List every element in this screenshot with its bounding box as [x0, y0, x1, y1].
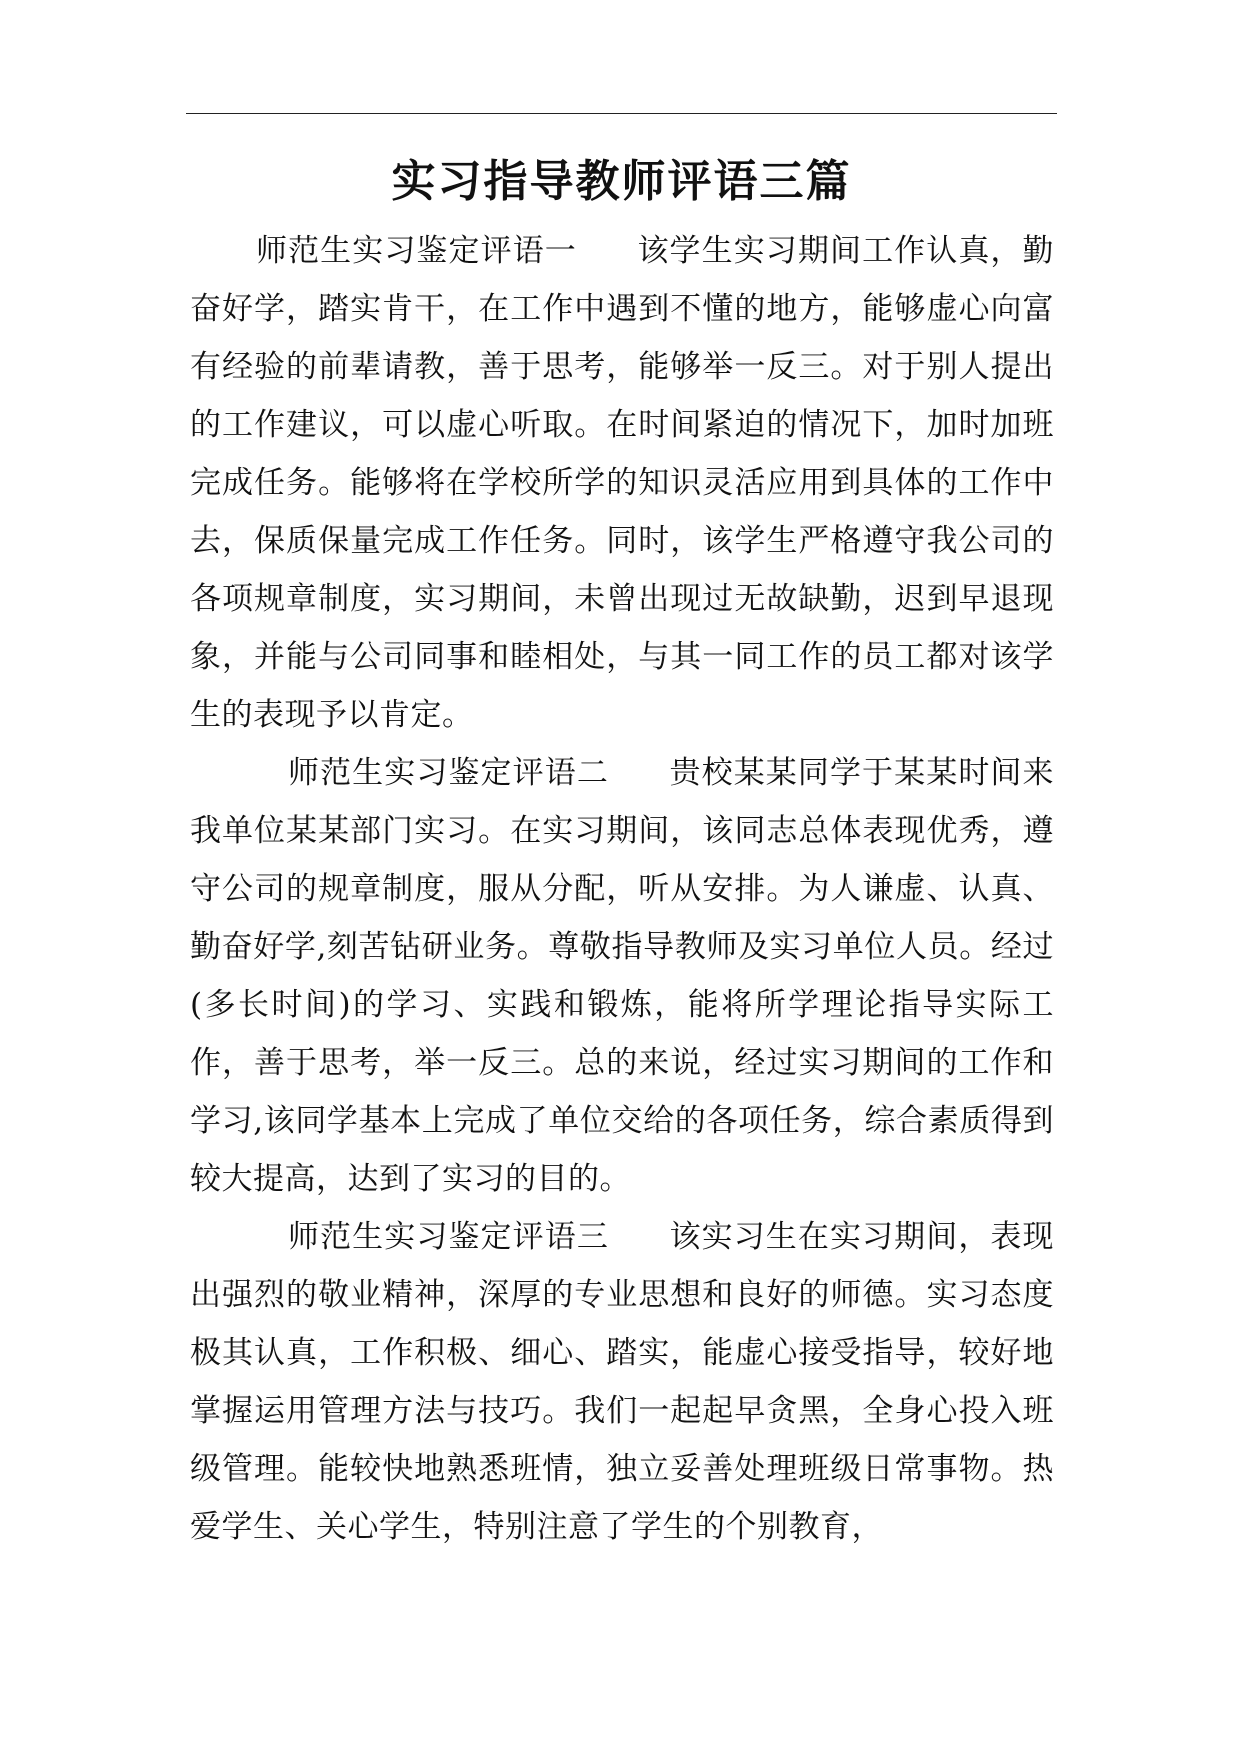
section-3-paragraph — [190, 1208, 1054, 1556]
section-3-text: 该实习生在实习期间，表现出强烈的敬业精神，深厚的专业思想和良好的师德。实习态度极其认真，工作积极、细心、踏实，能虚心接受指导，较好地掌握运用管理方法与技巧。我们一起起早贪黑，全身心投入班级管理。能较快地熟悉班情，独立妥善处理班级日常事物。热爱学生、关心学生，特别注意了学生的个别教育， — [190, 1219, 1055, 1545]
document-title: 实习指导教师评语三篇 — [391, 156, 852, 207]
section-2-heading: 师范生实习鉴定评语二 — [288, 755, 609, 791]
header-rule — [186, 113, 1057, 114]
section-2-paragraph — [190, 744, 1054, 1208]
document-body — [190, 222, 1054, 1556]
section-2-text: 贵校某某同学于某某时间来我单位某某部门实习。在实习期间，该同志总体表现优秀，遵守公司的规章制度，服从分配，听从安排。为人谦虚、认真、勤奋好学,刻苦钻研业务。尊敬指导教师及实习单位人员。经过(多长时间)的学习、实践和锻炼，能将所学理论指导实际工作，善于思考，举一反三。总的来说，经过实习期间的工作和学习,该同学基本上完成了单位交给的各项任务，综合素质得到较大提高，达到了实习的目的。 — [190, 755, 1055, 1197]
section-1-heading: 师范生实习鉴定评语一 — [256, 233, 577, 269]
section-1-text: 该学生实习期间工作认真，勤奋好学，踏实肯干，在工作中遇到不懂的地方，能够虚心向富有经验的前辈请教，善于思考，能够举一反三。对于别人提出的工作建议，可以虚心听取。在时间紧迫的情况下，加时加班完成任务。能够将在学校所学的知识灵活应用到具体的工作中去，保质保量完成工作任务。同时，该学生严格遵守我公司的各项规章制度，实习期间，未曾出现过无故缺勤，迟到早退现象，并能与公司同事和睦相处，与其一同工作的员工都对该学生的表现予以肯定。 — [190, 233, 1055, 733]
section-3-heading: 师范生实习鉴定评语三 — [288, 1219, 609, 1255]
section-1-paragraph — [190, 222, 1054, 744]
